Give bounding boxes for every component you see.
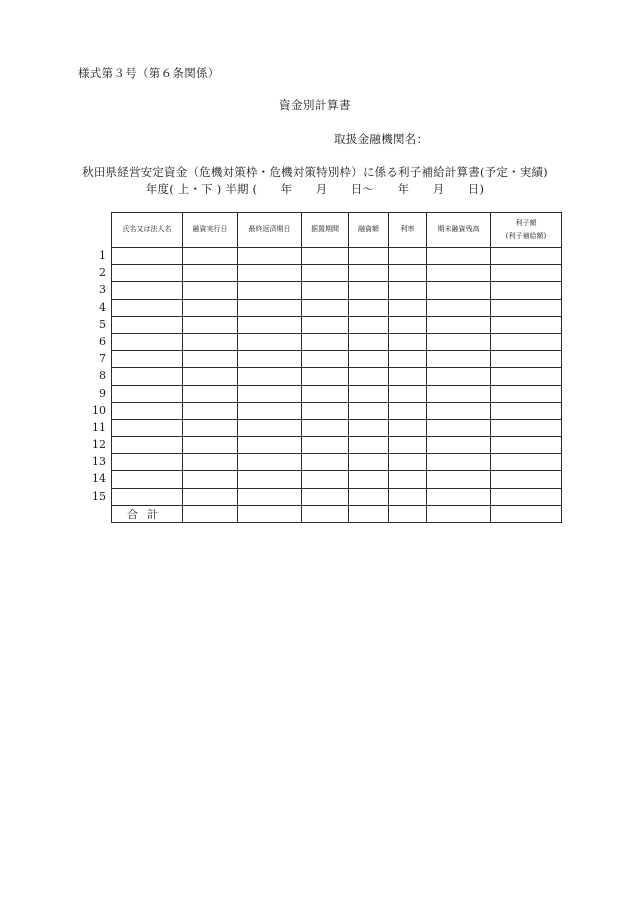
table-cell[interactable]: [302, 333, 349, 350]
table-cell[interactable]: [427, 471, 491, 488]
table-cell[interactable]: [427, 265, 491, 282]
table-cell[interactable]: [238, 368, 302, 385]
row-number: 5: [99, 317, 106, 331]
table-cell[interactable]: [302, 265, 349, 282]
table-cell[interactable]: [349, 248, 389, 265]
row-number-list: [84, 247, 106, 505]
table-row: [112, 471, 562, 488]
total-cell[interactable]: [349, 505, 389, 522]
table-cell[interactable]: [389, 437, 427, 454]
table-cell[interactable]: [183, 454, 238, 471]
table-cell[interactable]: [349, 316, 389, 333]
table-cell[interactable]: [112, 402, 183, 419]
table-cell[interactable]: [349, 333, 389, 350]
total-cell[interactable]: [238, 505, 302, 522]
table-cell[interactable]: [112, 437, 183, 454]
table-cell[interactable]: [427, 368, 491, 385]
header-interest-amount: [491, 213, 562, 248]
total-cell[interactable]: [389, 505, 427, 522]
table-cell[interactable]: [112, 316, 183, 333]
table-cell[interactable]: [112, 471, 183, 488]
table-cell[interactable]: [302, 419, 349, 436]
table-cell[interactable]: [427, 333, 491, 350]
table-cell[interactable]: [389, 454, 427, 471]
form-number: 様式第３号（第６条関係）: [78, 66, 220, 80]
table-cell[interactable]: [238, 351, 302, 368]
row-number: 9: [99, 386, 106, 400]
table-row: [112, 265, 562, 282]
total-label: 合計: [112, 505, 183, 522]
table-cell[interactable]: [302, 248, 349, 265]
row-number: 11: [92, 420, 106, 434]
table-cell[interactable]: [302, 368, 349, 385]
table-cell[interactable]: [183, 488, 238, 505]
table-cell[interactable]: [427, 488, 491, 505]
table-row: [112, 299, 562, 316]
table-cell[interactable]: [302, 402, 349, 419]
table-cell[interactable]: [427, 299, 491, 316]
table-cell[interactable]: [389, 265, 427, 282]
table-cell[interactable]: [349, 419, 389, 436]
table-cell[interactable]: [112, 385, 183, 402]
table-cell[interactable]: [302, 385, 349, 402]
table-cell[interactable]: [491, 437, 562, 454]
table-cell[interactable]: [183, 265, 238, 282]
row-number: 13: [92, 455, 106, 469]
table-cell[interactable]: [389, 248, 427, 265]
table-row: [112, 316, 562, 333]
table-cell[interactable]: [183, 282, 238, 299]
row-number: 15: [92, 489, 106, 503]
table-cell[interactable]: [427, 385, 491, 402]
table-cell[interactable]: [389, 299, 427, 316]
table-cell[interactable]: [112, 265, 183, 282]
table-cell[interactable]: [491, 488, 562, 505]
header-loan-amount: 融資額: [349, 213, 389, 248]
table-cell[interactable]: [389, 419, 427, 436]
table-cell[interactable]: [349, 282, 389, 299]
table-cell[interactable]: [491, 471, 562, 488]
table-cell[interactable]: [427, 351, 491, 368]
table-cell[interactable]: [238, 248, 302, 265]
table-cell[interactable]: [491, 316, 562, 333]
table-cell[interactable]: [112, 488, 183, 505]
table-cell[interactable]: [238, 471, 302, 488]
header-name: 氏名又は法人名: [112, 213, 183, 248]
table-cell[interactable]: [238, 333, 302, 350]
table-cell[interactable]: [112, 282, 183, 299]
table-cell[interactable]: [349, 385, 389, 402]
table-cell[interactable]: [183, 248, 238, 265]
table-cell[interactable]: [491, 402, 562, 419]
header-loan-date: 融資実行日: [183, 213, 238, 248]
table-cell[interactable]: [389, 471, 427, 488]
table-cell[interactable]: [112, 333, 183, 350]
table-cell[interactable]: [238, 402, 302, 419]
table-cell[interactable]: [112, 454, 183, 471]
table-cell[interactable]: [349, 471, 389, 488]
table-cell[interactable]: [349, 368, 389, 385]
table-cell[interactable]: [491, 454, 562, 471]
table-cell[interactable]: [349, 488, 389, 505]
table-cell[interactable]: [389, 385, 427, 402]
total-cell[interactable]: [302, 505, 349, 522]
table-header-row: [112, 213, 562, 248]
table-cell[interactable]: [349, 454, 389, 471]
table-cell[interactable]: [183, 299, 238, 316]
header-interest-amount-main: 利子額: [515, 218, 537, 227]
table-cell[interactable]: [238, 437, 302, 454]
document-title: 資金別計算書: [279, 98, 351, 112]
row-number: 7: [99, 352, 106, 366]
table-cell[interactable]: [389, 333, 427, 350]
row-number: 8: [99, 369, 106, 383]
table-cell[interactable]: [112, 419, 183, 436]
table-cell[interactable]: [349, 351, 389, 368]
table-cell[interactable]: [349, 437, 389, 454]
table-row: [112, 419, 562, 436]
table-cell[interactable]: [427, 437, 491, 454]
table-cell[interactable]: [183, 385, 238, 402]
table-cell[interactable]: [112, 248, 183, 265]
period-line: 年度( 上・下 ) 半期 ( 年 月 日～ 年 月 日): [145, 182, 485, 196]
table-cell[interactable]: [349, 402, 389, 419]
interest-calculation-table: [111, 212, 562, 523]
table-cell[interactable]: [302, 282, 349, 299]
table-cell[interactable]: [183, 368, 238, 385]
row-number: 1: [99, 249, 106, 262]
table-cell[interactable]: [389, 316, 427, 333]
table-row: [112, 385, 562, 402]
table-row: [112, 248, 562, 265]
table-cell[interactable]: [491, 385, 562, 402]
institution-label: 取扱金融機関名：: [334, 132, 429, 146]
table-cell[interactable]: [183, 333, 238, 350]
header-interest-rate: 利率: [389, 213, 427, 248]
header-period-end-balance: 期末融資残高: [427, 213, 491, 248]
table-row: [112, 351, 562, 368]
table-body: [112, 248, 562, 523]
table-cell[interactable]: [349, 299, 389, 316]
table-cell[interactable]: [183, 437, 238, 454]
header-grace-period: 据置期間: [302, 213, 349, 248]
table-cell[interactable]: [238, 316, 302, 333]
total-cell[interactable]: [491, 505, 562, 522]
table-cell[interactable]: [238, 454, 302, 471]
header-interest-amount-sub: (利子補給額): [505, 232, 547, 240]
table-cell[interactable]: [491, 333, 562, 350]
table-cell[interactable]: [302, 471, 349, 488]
row-number: 10: [92, 403, 106, 417]
table-cell[interactable]: [491, 419, 562, 436]
table-cell[interactable]: [427, 419, 491, 436]
total-cell[interactable]: [183, 505, 238, 522]
table-cell[interactable]: [302, 488, 349, 505]
table-cell[interactable]: [112, 368, 183, 385]
row-number: 14: [92, 472, 106, 486]
table-row: [112, 488, 562, 505]
total-row: [112, 505, 562, 522]
table-cell[interactable]: [389, 368, 427, 385]
table-cell[interactable]: [238, 282, 302, 299]
table-cell[interactable]: [491, 248, 562, 265]
table-cell[interactable]: [302, 454, 349, 471]
main-title: 秋田県経営安定資金（危機対策枠・危機対策特別枠）に係る利子補給計算書(予定・実績): [82, 165, 548, 179]
table-row: [112, 402, 562, 419]
table-cell[interactable]: [238, 419, 302, 436]
table-cell[interactable]: [491, 299, 562, 316]
table-row: [112, 282, 562, 299]
table-cell[interactable]: [183, 316, 238, 333]
table-cell[interactable]: [491, 368, 562, 385]
table-cell[interactable]: [112, 351, 183, 368]
row-number: 12: [92, 438, 106, 452]
table-cell[interactable]: [389, 351, 427, 368]
table-row: [112, 437, 562, 454]
table-cell[interactable]: [302, 351, 349, 368]
table-cell[interactable]: [183, 471, 238, 488]
table-cell[interactable]: [427, 454, 491, 471]
table-cell[interactable]: [112, 299, 183, 316]
table-cell[interactable]: [183, 351, 238, 368]
table-row: [112, 454, 562, 471]
table-cell[interactable]: [302, 316, 349, 333]
table-row: [112, 333, 562, 350]
header-final-repayment-date: 最終返済期日: [238, 213, 302, 248]
table-cell[interactable]: [491, 265, 562, 282]
table-cell[interactable]: [238, 488, 302, 505]
table-cell[interactable]: [427, 282, 491, 299]
table-cell[interactable]: [302, 299, 349, 316]
row-number: 4: [99, 300, 106, 314]
table-cell[interactable]: [427, 248, 491, 265]
table-cell[interactable]: [238, 385, 302, 402]
table-cell[interactable]: [302, 437, 349, 454]
table-cell[interactable]: [491, 282, 562, 299]
table-cell[interactable]: [238, 265, 302, 282]
table-cell[interactable]: [491, 351, 562, 368]
row-number: 6: [99, 334, 106, 348]
table-cell[interactable]: [427, 402, 491, 419]
table-cell[interactable]: [349, 265, 389, 282]
table-cell[interactable]: [389, 488, 427, 505]
table-cell[interactable]: [389, 402, 427, 419]
table-row: [112, 368, 562, 385]
total-cell[interactable]: [427, 505, 491, 522]
table-cell[interactable]: [389, 282, 427, 299]
table-cell[interactable]: [183, 419, 238, 436]
table-cell[interactable]: [238, 299, 302, 316]
table-cell[interactable]: [183, 402, 238, 419]
table-cell[interactable]: [427, 316, 491, 333]
row-number: 3: [99, 283, 106, 297]
row-number: 2: [99, 266, 106, 280]
